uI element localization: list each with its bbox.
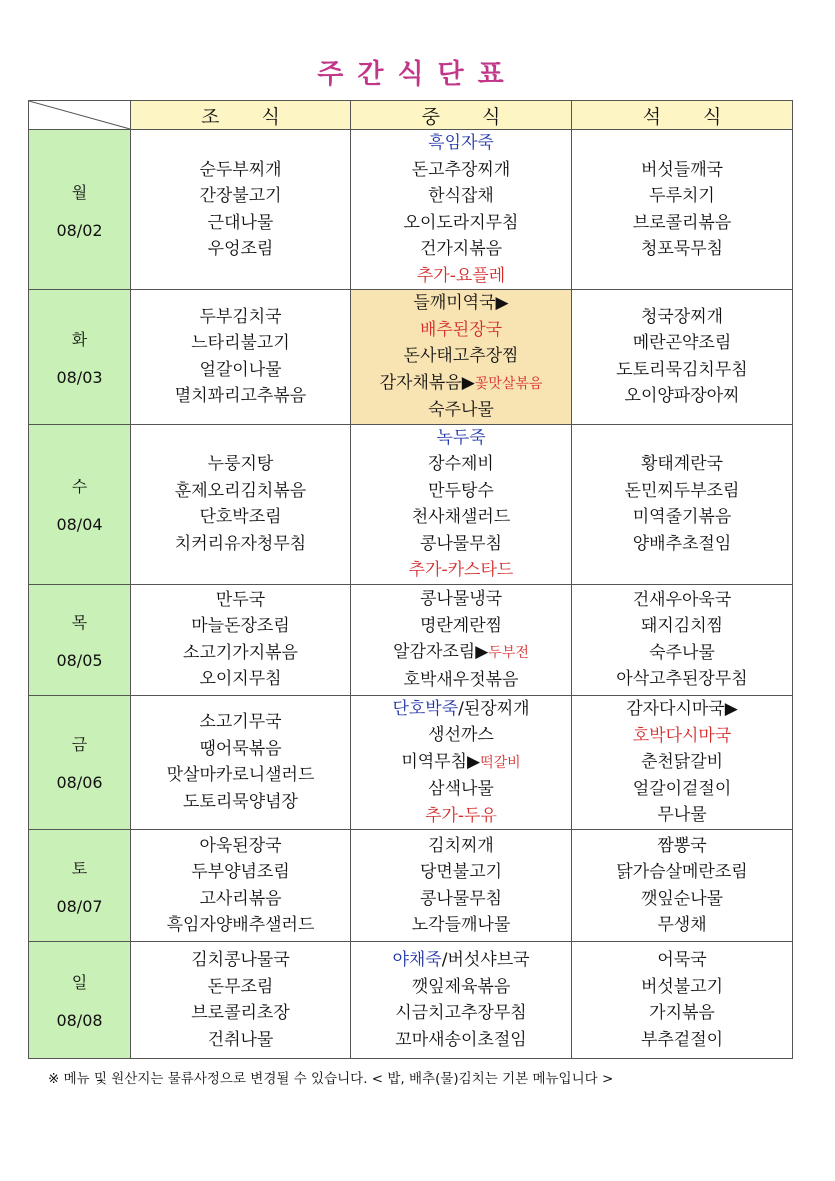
menu-item <box>131 666 350 693</box>
breakfast-cell <box>131 584 351 695</box>
menu-item-text: 짬뽕국 <box>657 835 707 856</box>
menu-item-text: 김치찌개 <box>428 835 494 856</box>
menu-item-text: 브로콜리초장 <box>191 1003 290 1023</box>
menu-item <box>572 531 792 558</box>
menu-item <box>572 451 792 478</box>
menu-item-text: 삼색나물 <box>428 779 494 799</box>
menu-item <box>131 640 350 667</box>
menu-item-text: 버섯불고기 <box>640 976 724 997</box>
menu-item <box>572 504 792 531</box>
menu-item <box>572 304 792 331</box>
menu-item-text: 감자채볶음▶ <box>379 372 475 393</box>
menu-item <box>572 666 792 693</box>
menu-item-text: 황태계란국 <box>640 454 724 474</box>
menu-item-text: 꼬마새송이초절임 <box>395 1029 527 1050</box>
menu-item-text: 단호박조림 <box>199 507 282 527</box>
menu-item <box>351 557 571 584</box>
day-date: 08/08 <box>56 1011 103 1030</box>
dinner-cell <box>572 695 793 830</box>
menu-item-text: 배추된장국 <box>419 319 503 340</box>
menu-item <box>351 912 571 939</box>
menu-item <box>131 974 350 1001</box>
menu-item-text: 추가-요플레 <box>416 265 506 286</box>
menu-item-text: 콩나물무침 <box>419 533 503 554</box>
menu-item-text: 양배추초절임 <box>632 533 732 554</box>
dinner-cell <box>572 942 793 1059</box>
menu-item <box>572 833 792 860</box>
menu-item <box>351 749 571 777</box>
menu-item <box>572 330 792 357</box>
day-date: 08/06 <box>56 773 103 793</box>
menu-item-text: 추가-두유 <box>425 805 497 826</box>
menu-item-text: 건취나물 <box>207 1029 274 1050</box>
menu-item <box>351 667 571 694</box>
menu-item-text: 아욱된장국 <box>199 835 282 856</box>
menu-item-text: 숙주나물 <box>649 642 715 663</box>
menu-item <box>351 130 571 157</box>
menu-item-text: 아삭고추된장무침 <box>616 669 748 689</box>
menu-item <box>572 947 792 974</box>
corner-cell <box>29 101 131 130</box>
menu-item <box>131 587 350 614</box>
menu-item <box>351 696 571 723</box>
menu-item <box>351 290 571 317</box>
menu-item-text: 순두부찌개 <box>199 159 282 180</box>
menu-item-text: 느타리불고기 <box>191 333 290 354</box>
menu-item <box>351 317 571 344</box>
menu-item <box>351 425 571 452</box>
day-date: 08/02 <box>56 220 103 240</box>
menu-item <box>131 504 350 531</box>
day-name: 일 <box>71 973 88 992</box>
menu-item-text: 깻잎순나물 <box>640 888 724 909</box>
menu-item-text: 두루치기 <box>649 186 715 206</box>
menu-item <box>351 531 571 558</box>
day-row <box>29 130 793 290</box>
menu-item <box>351 504 571 531</box>
menu-item-text: 마늘돈장조림 <box>191 616 290 636</box>
day-name: 목 <box>71 612 88 632</box>
menu-item-text: 메란곤약조림 <box>632 333 732 354</box>
menu-item <box>351 210 571 237</box>
day-row <box>29 424 793 584</box>
page-title: 주간식단표 <box>317 59 518 90</box>
menu-item-text: 호박새우젓볶음 <box>403 669 519 690</box>
menu-item-text: 만두국 <box>215 589 266 610</box>
menu-item-text: 부추겉절이 <box>640 1029 724 1050</box>
menu-item-text: 알감자조림▶ <box>393 642 489 662</box>
breakfast-cell <box>131 942 351 1059</box>
menu-item <box>572 613 792 640</box>
menu-item-text: 훈제오리김치볶음 <box>174 480 307 501</box>
menu-item-text: 어묵국 <box>657 950 707 970</box>
breakfast-cell <box>131 695 351 830</box>
menu-item-text: 콩나물무침 <box>419 888 503 909</box>
menu-item-text: 돈고추장찌개 <box>411 159 511 180</box>
menu-item <box>351 1027 571 1054</box>
menu-item <box>131 947 350 974</box>
day-date: 08/07 <box>56 896 103 916</box>
menu-item-text: 가지볶음 <box>649 1003 715 1023</box>
menu-item-text: 무생채 <box>657 915 707 935</box>
menu-item-text: 흑임자양배추샐러드 <box>166 915 315 935</box>
menu-item-text: 소고기무국 <box>199 712 282 733</box>
menu-item-text: 두부김치국 <box>199 306 282 327</box>
menu-item-text: 추가-카스타드 <box>408 560 514 580</box>
menu-item <box>572 640 792 667</box>
menu-item <box>572 723 792 750</box>
menu-item <box>572 749 792 776</box>
menu-item-text: 생선까스 <box>428 725 494 745</box>
day-name: 토 <box>71 858 88 878</box>
menu-item <box>131 383 350 410</box>
day-date: 08/03 <box>56 367 103 387</box>
menu-item-text: 건새우아욱국 <box>632 589 732 610</box>
menu-item <box>131 210 350 237</box>
menu-item <box>131 357 350 384</box>
menu-item-text: 건가지볶음 <box>419 239 503 259</box>
breakfast-cell <box>131 830 351 942</box>
day-cell <box>29 830 131 942</box>
menu-item <box>572 383 792 410</box>
menu-item <box>572 776 792 803</box>
menu-item-text: 장수제비 <box>428 454 494 474</box>
menu-item <box>351 397 571 424</box>
menu-item <box>572 587 792 614</box>
day-name: 금 <box>71 735 88 755</box>
menu-item-text: 호박다시마국 <box>632 725 732 746</box>
menu-item <box>572 1027 792 1054</box>
menu-item-text: 소고기가지볶음 <box>183 642 298 663</box>
breakfast-cell <box>131 130 351 290</box>
day-row <box>29 830 793 942</box>
menu-item <box>131 330 350 357</box>
day-row <box>29 290 793 425</box>
menu-item <box>131 157 350 184</box>
menu-item <box>351 451 571 478</box>
menu-item-text: 노각들깨나물 <box>411 915 511 935</box>
lunch-cell <box>351 584 572 695</box>
menu-item <box>131 478 350 505</box>
menu-item <box>351 613 571 640</box>
menu-item-text: 미역무침▶ <box>401 751 481 772</box>
menu-item-text: 치커리유자청무침 <box>174 533 307 554</box>
menu-item-text: 흑임자죽 <box>428 133 494 153</box>
footnote: ※ 메뉴 및 원산지는 물류사정으로 변경될 수 있습니다. < 밥, 배추(물)김치는 기본 메뉴입니다 > <box>48 1071 614 1087</box>
day-cell <box>29 584 131 695</box>
menu-item <box>351 183 571 210</box>
menu-item-text: 야채죽 <box>392 950 442 970</box>
lunch-cell <box>351 942 572 1059</box>
day-cell <box>29 942 131 1059</box>
menu-item <box>351 947 571 974</box>
menu-item <box>351 833 571 860</box>
day-cell <box>29 130 131 290</box>
menu-item-suffix: 두부전 <box>488 645 529 661</box>
menu-item <box>572 802 792 829</box>
lunch-cell <box>351 695 572 830</box>
dinner-cell <box>572 424 793 584</box>
menu-item <box>131 304 350 331</box>
menu-item <box>131 709 350 736</box>
weekly-menu-table <box>28 100 793 1059</box>
menu-item-text: 당면불고기 <box>419 862 503 882</box>
menu-item-text: 명란계란찜 <box>419 615 503 636</box>
menu-item-text: 돈사태고추장찜 <box>403 346 519 366</box>
lunch-cell <box>351 830 572 942</box>
dinner-cell <box>572 130 793 290</box>
menu-item <box>131 789 350 816</box>
day-cell <box>29 695 131 830</box>
menu-item-text: 만두탕수 <box>428 480 494 501</box>
menu-item-text: 감자다시마국▶ <box>626 699 738 719</box>
menu-item <box>351 586 571 613</box>
menu-item <box>351 478 571 505</box>
menu-item-text: 단호박죽 <box>392 698 459 719</box>
menu-item-text: 돈무조림 <box>207 976 274 997</box>
menu-item <box>351 886 571 913</box>
menu-item-text: 간장불고기 <box>199 186 282 206</box>
breakfast-cell <box>131 424 351 584</box>
menu-item <box>572 859 792 886</box>
menu-item <box>572 696 792 723</box>
menu-item-text: 청포묵무침 <box>640 239 724 259</box>
menu-item <box>572 357 792 384</box>
menu-item <box>572 974 792 1001</box>
menu-item-text: 오이도라지무침 <box>403 212 519 233</box>
menu-item-text: 고사리볶음 <box>199 888 282 909</box>
menu-item-text: 들깨미역국▶ <box>413 293 509 313</box>
menu-item <box>131 762 350 789</box>
menu-item-text: 천사채샐러드 <box>411 507 511 527</box>
menu-item <box>351 263 571 290</box>
menu-item-suffix: /된장찌개 <box>458 698 530 719</box>
menu-item <box>351 236 571 263</box>
lunch-cell <box>351 290 572 425</box>
menu-item-text: 멸치꽈리고추볶음 <box>174 386 307 407</box>
menu-item <box>131 1000 350 1027</box>
menu-item-text: 춘천닭갈비 <box>640 752 724 772</box>
menu-item <box>572 1000 792 1027</box>
menu-item-text: 땡어묵볶음 <box>199 738 282 759</box>
menu-item-text: 녹두죽 <box>436 427 486 448</box>
header-breakfast: 조 식 <box>131 101 351 130</box>
menu-item <box>131 859 350 886</box>
menu-item-text: 맛살마카로니샐러드 <box>166 765 315 786</box>
menu-item <box>351 370 571 398</box>
lunch-cell <box>351 130 572 290</box>
menu-item-text: 깻잎제육볶음 <box>411 976 511 997</box>
menu-item-text: 숙주나물 <box>428 400 494 420</box>
menu-item <box>131 531 350 558</box>
menu-item <box>572 183 792 210</box>
menu-item-suffix: /버섯샤브국 <box>441 950 530 970</box>
menu-item-text: 도토리묵김치무침 <box>616 359 748 380</box>
menu-item <box>572 912 792 939</box>
day-row <box>29 584 793 695</box>
menu-item-text: 시금치고추장무침 <box>395 1003 527 1023</box>
menu-item <box>351 859 571 886</box>
menu-item-text: 누룽지탕 <box>207 454 274 474</box>
day-row <box>29 942 793 1059</box>
header-lunch: 중 식 <box>351 101 572 130</box>
menu-item <box>131 613 350 640</box>
header-dinner: 석 식 <box>572 101 793 130</box>
dinner-cell <box>572 290 793 425</box>
lunch-cell <box>351 424 572 584</box>
menu-item <box>131 833 350 860</box>
menu-item <box>351 639 571 667</box>
menu-item-text: 미역줄기볶음 <box>632 507 732 527</box>
menu-item-text: 도토리묵양념장 <box>183 791 298 812</box>
menu-item <box>131 912 350 939</box>
menu-item <box>131 1027 350 1054</box>
menu-item-text: 두부양념조림 <box>191 862 290 882</box>
day-cell <box>29 290 131 425</box>
menu-item <box>572 210 792 237</box>
menu-item-text: 얼갈이겉절이 <box>632 778 732 799</box>
menu-item <box>351 1000 571 1027</box>
menu-item-text: 오이양파장아찌 <box>624 386 740 407</box>
menu-item-suffix: 떡갈비 <box>480 754 521 771</box>
menu-item <box>351 722 571 749</box>
day-date: 08/04 <box>56 515 103 534</box>
day-row <box>29 695 793 830</box>
menu-item-text: 콩나물냉국 <box>419 589 503 609</box>
menu-item-text: 김치콩나물국 <box>191 950 290 970</box>
menu-item-suffix: 꽃맛살볶음 <box>474 375 543 392</box>
menu-item <box>131 886 350 913</box>
dinner-cell <box>572 584 793 695</box>
diagonal-line <box>29 101 130 129</box>
menu-item <box>351 803 571 830</box>
menu-item-text: 청국장찌개 <box>640 306 724 327</box>
menu-item-text: 닭가슴살메란조림 <box>616 862 748 882</box>
header-row <box>29 101 793 130</box>
menu-item <box>351 974 571 1001</box>
menu-item-text: 얼갈이나물 <box>199 359 282 380</box>
menu-item <box>351 776 571 803</box>
breakfast-cell <box>131 290 351 425</box>
menu-item-text: 오이지무침 <box>199 669 282 689</box>
menu-item-text: 돼지김치찜 <box>640 616 724 636</box>
menu-item <box>131 451 350 478</box>
dinner-cell <box>572 830 793 942</box>
menu-item <box>131 736 350 763</box>
day-date: 08/05 <box>56 650 103 670</box>
menu-item-text: 우엉조림 <box>207 239 274 259</box>
menu-item-text: 한식잡채 <box>428 186 494 206</box>
menu-item <box>572 157 792 184</box>
menu-item-text: 돈민찌두부조림 <box>624 480 740 501</box>
day-name: 월 <box>71 182 88 202</box>
menu-item <box>572 236 792 263</box>
day-name: 수 <box>71 477 88 496</box>
menu-item <box>131 183 350 210</box>
menu-item <box>572 478 792 505</box>
menu-item-text: 근대나물 <box>207 212 274 233</box>
menu-item-text: 무나물 <box>657 805 707 825</box>
menu-item-text: 버섯들깨국 <box>640 159 724 180</box>
menu-item <box>351 157 571 184</box>
day-name: 화 <box>71 329 88 349</box>
menu-item <box>572 886 792 913</box>
day-cell <box>29 424 131 584</box>
menu-item <box>351 343 571 370</box>
menu-item-text: 브로콜리볶음 <box>632 212 732 233</box>
menu-item <box>131 236 350 263</box>
